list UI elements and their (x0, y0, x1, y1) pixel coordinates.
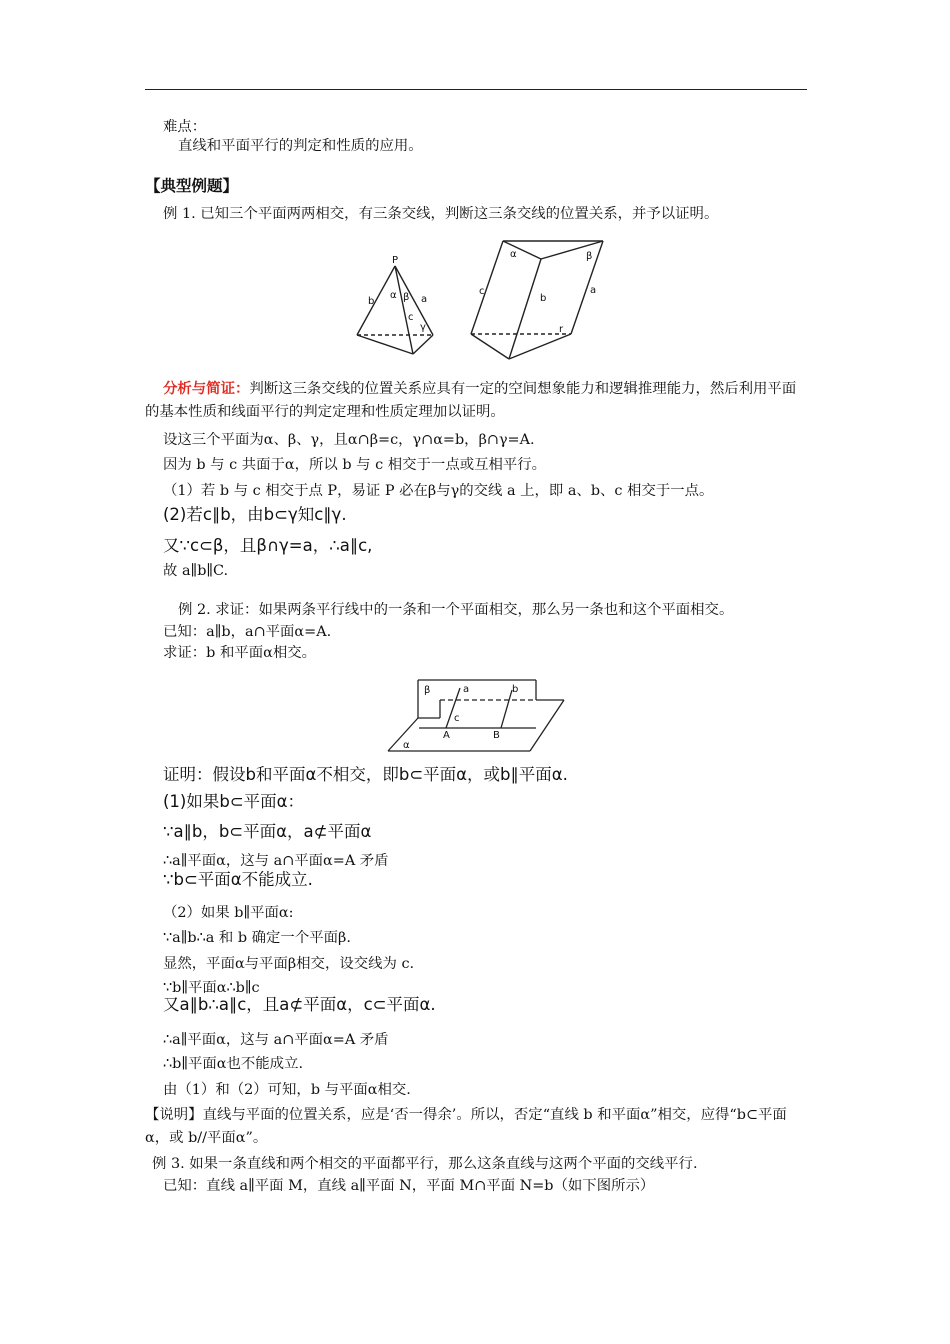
example1-line-5: 又∵c⊂β，且β∩γ=a，∴a∥c, (163, 536, 373, 555)
label-b-right: b (540, 293, 547, 304)
label-beta-left: β (403, 292, 410, 303)
section-heading: 【典型例题】 (145, 176, 239, 195)
proof-line-7: ∵a∥b∴a 和 b 确定一个平面β. (163, 930, 351, 946)
label-beta-right: β (586, 251, 593, 262)
proof-line-1: 证明：假设b和平面α不相交，即b⊂平面α，或b∥平面α. (163, 765, 568, 784)
proof-line-13: 由（1）和（2）可知，b 与平面α相交. (163, 1082, 411, 1098)
label-A: A (443, 730, 450, 741)
label-alpha-right: α (510, 249, 517, 260)
example1-line-1: 设这三个平面为α、β、γ，且α∩β=c，γ∩α=b，β∩γ=A. (163, 432, 535, 448)
example2-statement: 例 2. 求证：如果两条平行线中的一条和一个平面相交，那么另一条也和这个平面相交。 (178, 602, 734, 618)
proof-line-9: ∵b∥平面α∴b∥c (163, 980, 260, 996)
label-b: b (512, 684, 519, 695)
example2-given: 已知：a∥b，a∩平面α=A. (163, 624, 332, 640)
example2-note: 【说明】直线与平面的位置关系，应是‘否一得余’。所以，否定“直线 b 和平面α”相交，应得“b⊂平面α，或 b//平面α”。 (145, 1107, 787, 1146)
label-P: P (392, 255, 399, 266)
proof-line-6: （2）如果 b∥平面α: (163, 905, 294, 921)
example1-line-4: (2)若c∥b，由b⊂γ知c∥γ. (163, 505, 347, 524)
example1-line-2: 因为 b 与 c 共面于α，所以 b 与 c 相交于一点或互相平行。 (163, 457, 547, 473)
label-a-left: a (421, 294, 428, 305)
label-a: a (463, 684, 470, 695)
label-c-left: c (408, 312, 414, 323)
example2-prove: 求证：b 和平面α相交。 (163, 645, 317, 661)
proof-line-4: ∴a∥平面α，这与 a∩平面α=A 矛盾 (163, 853, 389, 869)
example1-line-3: （1）若 b 与 c 相交于点 P，易证 P 必在β与γ的交线 a 上，即 a、b、c 相交于一点。 (163, 483, 714, 499)
example1-line-6: 故 a∥b∥C. (163, 563, 229, 579)
proof-line-12: ∴b∥平面α也不能成立. (163, 1056, 304, 1072)
label-c: c (454, 713, 460, 724)
proof-line-2: (1)如果b⊂平面α： (163, 792, 305, 811)
proof-line-11: ∴a∥平面α，这与 a∩平面α=A 矛盾 (163, 1032, 389, 1048)
label-alpha: α (403, 740, 410, 751)
proof-line-5: ∵b⊂平面α不能成立. (163, 870, 313, 889)
analysis-text: 判断这三条交线的位置关系应具有一定的空间想象能力和逻辑推理能力，然后利用平面的基本性质和线面平行的判定定理和性质定理加以证明。 (145, 381, 797, 420)
difficulty-label: 难点： (163, 119, 207, 135)
example3-statement: 例 3. 如果一条直线和两个相交的平面都平行，那么这条直线与这两个平面的交线平行. (152, 1156, 698, 1172)
label-beta: β (424, 685, 431, 696)
label-alpha-left: α (390, 290, 397, 301)
proof-line-8: 显然，平面α与平面β相交，设交线为 c. (163, 956, 415, 972)
proof-line-10: 又a∥b∴a∥c，且a⊄平面α，c⊂平面α. (163, 995, 436, 1014)
example1-statement: 例 1. 已知三个平面两两相交，有三条交线，判断这三条交线的位置关系，并予以证明。 (163, 206, 719, 222)
analysis-label: 分析与简证： (163, 380, 250, 397)
proof-line-3: ∵a∥b，b⊂平面α，a⊄平面α (163, 822, 372, 841)
label-B: B (493, 730, 500, 741)
label-gamma-right: r (559, 324, 564, 335)
label-c-right: c (479, 286, 485, 297)
difficulty-text: 直线和平面平行的判定和性质的应用。 (178, 138, 423, 154)
label-gamma-left: γ (420, 322, 426, 333)
label-a-right: a (590, 285, 597, 296)
label-b-left: b (368, 296, 375, 307)
example3-given: 已知：直线 a∥平面 M，直线 a∥平面 N，平面 M∩平面 N=b（如下图所示） (163, 1178, 655, 1194)
